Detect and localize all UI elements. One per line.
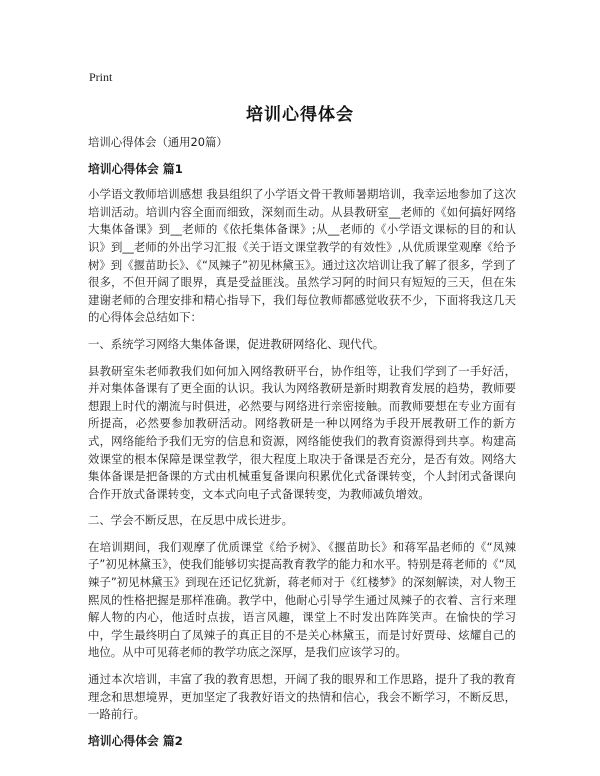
document-body (88, 134, 516, 758)
section-heading: 培训心得体会 篇2 (88, 733, 183, 748)
point-heading: 一、系统学习网络大集体备课，促进教研网络化、现代代。 (88, 336, 385, 351)
body-paragraph: 县教研室朱老师教我们如何加入网络教研平台，协作组等，让我们学到了一手好活，并对集体备课有了更全面的认识。我认为网络教研是新时期教育发展的趋势，教师要想跟上时代的潮流与时俱进，必然要与网络进行亲密接触。而教师要想在专业方面有所提高，必然要参加教研活动。网络教研是一种以网络为手段开展教研工作的新方式，网络能给予我们无穷的信息和资源，网络能使我们的教育资源得到共享。构建高效课堂的根本保障是课堂教学，很大程度上取决于备课是否充分，是否有效。网络大集体备课是把备课的方式由机械重复备课向积累优化式备课转变，个人封闭式备课向合作开放式备课转变，文本式向电子式备课转变，为教师减负增效。 (88, 363, 516, 501)
print-label: Print (89, 70, 113, 84)
document-subtitle: 培训心得体会（通用20篇） (88, 135, 228, 149)
body-paragraph: 在培训期间，我们观摩了优质课堂《给予树》、《揠苗助长》和蒋军晶老师的《“凤辣子”初见林黛玉》，使我们能够切实提高教育教学的能力和水平。特别是蒋老师的《“凤辣子”初见林黛玉》到现在还记忆犹新，蒋老师对于《红楼梦》的深刻解读，对人物王熙凤的性格把握是那样准确。教学中，他耐心引导学生通过凤辣子的衣着、言行来理解人物的内心，他适时点拔，语言风趣，课堂上不时发出阵阵笑声。在愉快的学习中，学生最终明白了凤辣子的真正目的不是关心林黛玉，而是讨好贾母、炫耀自己的地位。从中可见蒋老师的教学功底之深厚，是我们应该学习的。 (88, 539, 516, 660)
section-heading: 培训心得体会 篇1 (88, 161, 183, 176)
page-title: 培训心得体会 (246, 105, 354, 125)
body-paragraph: 小学语文教师培训感想 我县组织了小学语文骨干教师暑期培训，我幸运地参加了这次培训活动。培训内容全面而细致，深刻而生动。从县教研室__老师的《如何搞好网络大集体备课》到__老师的《依托集体备课》;从__老师的《小学语文课标的目的和认识》到__老师的外出学习汇报《关于语文课堂教学的有效性》,从优质课堂观摩《给予树》到《揠苗助长》、《“凤辣子”初见林黛玉》。通过这次培训让我了解了很多，学到了很多，不但开阔了眼界，真是受益匪浅。虽然学习阿的时间只有短短的三天，但在朱建谢老师的合理安排和精心指导下，我们每位教师都感觉收获不少，下面将我这几天的心得体会总结如下： (88, 187, 516, 325)
point-heading: 二、学会不断反思，在反思中成长进步。 (88, 513, 294, 528)
body-paragraph: 通过本次培训，丰富了我的教育思想，开阔了我的眼界和工作思路，提升了我的教育理念和思想境界，更加坚定了我教好语文的热情和信心，我会不断学习，不断反思，一路前行。 (88, 672, 516, 722)
